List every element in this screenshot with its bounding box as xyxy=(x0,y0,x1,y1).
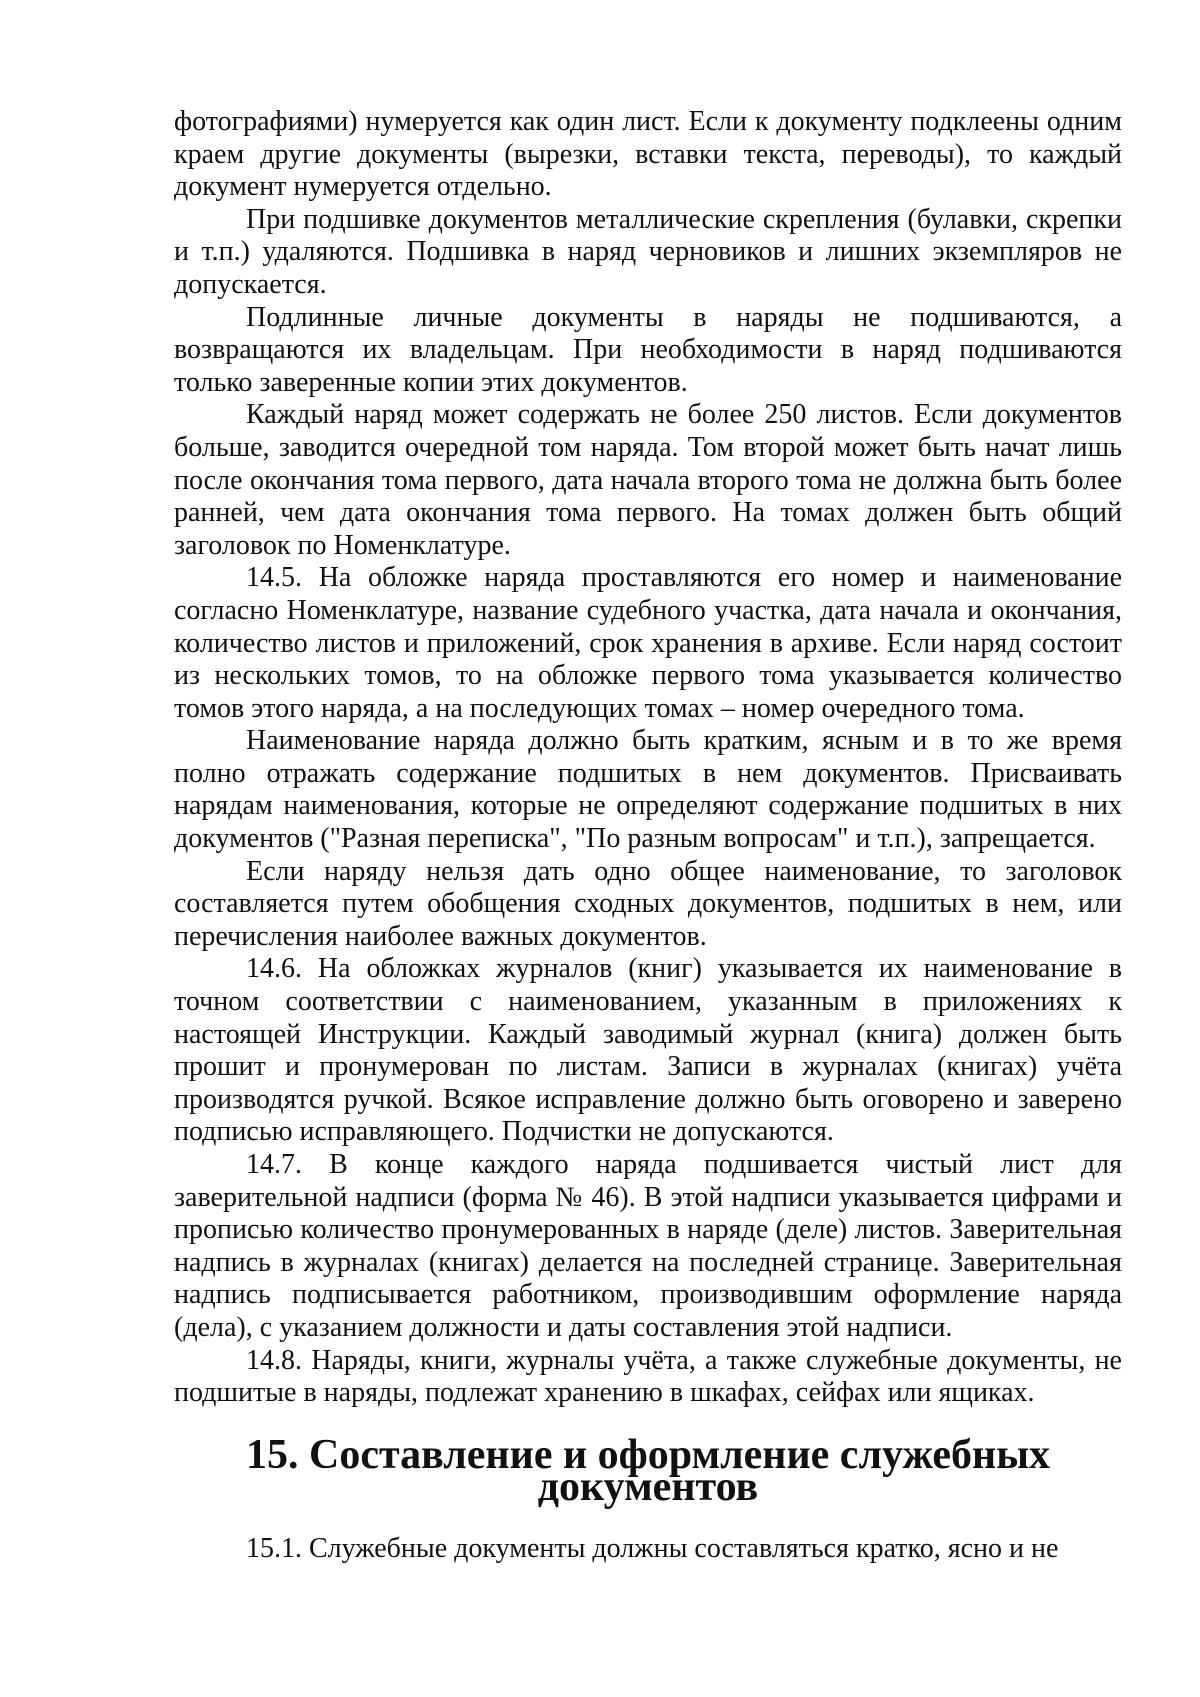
paragraph: 15.1. Служебные документы должны составляться кратко, ясно и не xyxy=(246,1532,1059,1564)
document-page xyxy=(174,106,1122,1566)
paragraph: Каждый наряд может содержать не более 250 листов. Если документов больше, заводится очередной том наряда. Том второй может быть начат лишь после окончания тома первого, дата начала второго тома не должна быть более ранней, чем дата окончания тома первого. На томах должен быть общий заголовок по Номенклатуре. xyxy=(174,399,1122,561)
paragraph: 14.5. На обложке наряда проставляются его номер и наименование согласно Номенклатуре, название судебного участка, дата начала и окончания, количество листов и приложений, срок хранения в архиве. Если наряд состоит из нескольких томов, то на обложке первого тома указывается количество томов этого наряда, а на последующих томах – номер очередного тома. xyxy=(174,562,1122,724)
paragraph: При подшивке документов металлические скрепления (булавки, скрепки и т.п.) удаляются. Подшивка в наряд черновиков и лишних экземпляров не допускается. xyxy=(174,203,1122,300)
paragraph: Если наряду нельзя дать одно общее наименование, то заголовок составляется путем обобщения сходных документов, подшитых в нем, или перечисления наиболее важных документов. xyxy=(174,855,1122,952)
paragraph: Подлинные личные документы в наряды не подшиваются, а возвращаются их владельцам. При необходимости в наряд подшиваются только заверенные копии этих документов. xyxy=(174,301,1122,398)
paragraph: 14.7. В конце каждого наряда подшивается чистый лист для заверительной надписи (форма № 46). В этой надписи указывается цифрами и прописью количество пронумерованных в наряде (деле) листов. Заверительная надпись в журналах (книгах) делается на последней странице. Заверительная надпись подписывается работником, производившим оформление наряда (дела), с указанием должности и даты составления этой надписи. xyxy=(174,1149,1122,1343)
paragraph: Наименование наряда должно быть кратким, ясным и в то же время полно отражать содержание подшитых в нем документов. Присваивать нарядам наименования, которые не определяют содержание подшитых в них документов ("Разная переписка", "По разным вопросам" и т.п.), запрещается. xyxy=(174,725,1122,855)
paragraph: 14.6. На обложках журналов (книг) указывается их наименование в точном соответствии с наименованием, указанным в приложениях к настоящей Инструкции. Каждый заводимый журнал (книга) должен быть прошит и пронумерован по листам. Записи в журналах (книгах) учёта производятся ручкой. Всякое исправление должно быть оговорено и заверено подписью исправляющего. Подчистки не допускаются. xyxy=(174,953,1122,1148)
paragraph: 14.8. Наряды, книги, журналы учёта, а также служебные документы, не подшитые в наряды, подлежат хранению в шкафах, сейфах или ящиках. xyxy=(174,1344,1122,1409)
section-heading: 15. Составление и оформление служебных документов xyxy=(245,1431,1050,1511)
paragraph: фотографиями) нумеруется как один лист. Если к документу подклеены одним краем другие документы (вырезки, вставки текста, переводы), то каждый документ нумеруется отдельно. xyxy=(174,106,1122,203)
